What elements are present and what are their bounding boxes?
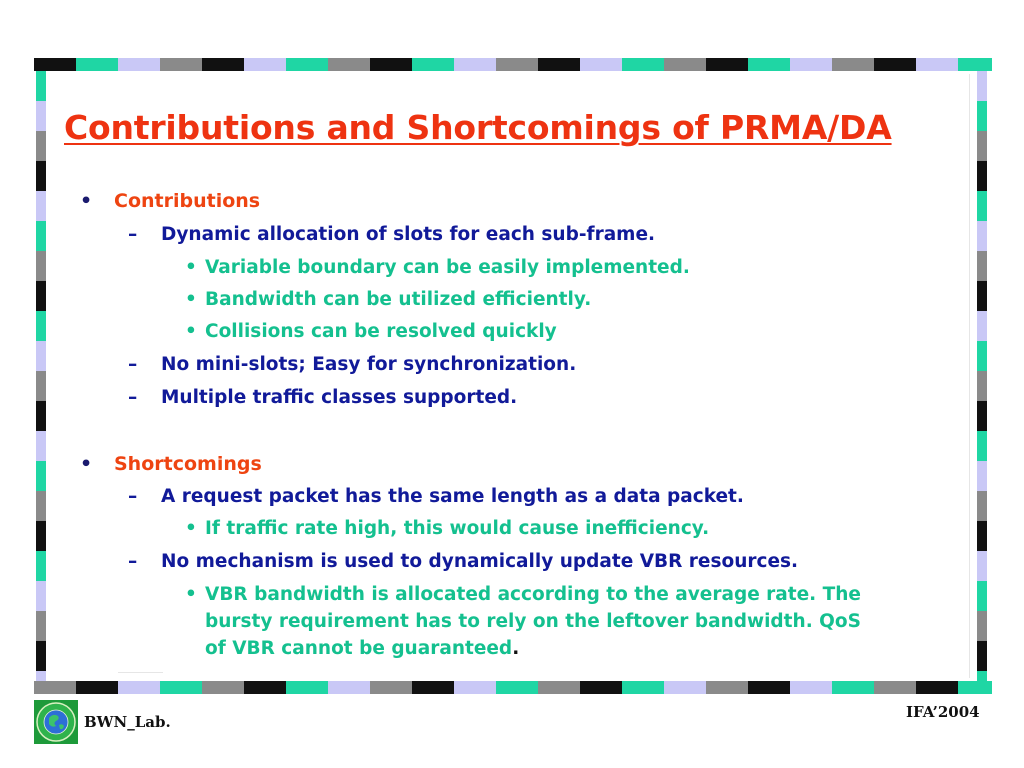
border-segment [706, 681, 748, 694]
footer-lab-name: BWN_Lab. [84, 713, 171, 731]
list-item-text: Bandwidth can be utilized efficiently. [205, 289, 592, 310]
border-segment [36, 431, 46, 461]
border-segment [36, 521, 46, 551]
border-segment [34, 681, 76, 694]
border-segment [580, 681, 622, 694]
bullet-icon: • [80, 190, 93, 212]
border-segment [36, 671, 46, 681]
dash-icon: – [128, 387, 138, 408]
border-segment [977, 371, 987, 401]
border-segment [34, 58, 76, 71]
bullet-icon: • [185, 257, 197, 278]
period-mark: . [512, 638, 520, 659]
bullet-icon: • [185, 321, 197, 342]
border-segment [622, 58, 664, 71]
border-segment [36, 611, 46, 641]
border-segment [36, 131, 46, 161]
border-segment [412, 681, 454, 694]
bullet-icon: • [185, 518, 197, 539]
border-segment [36, 311, 46, 341]
border-segment [580, 58, 622, 71]
border-segment [977, 341, 987, 371]
list-item [128, 551, 798, 572]
list-item [128, 354, 576, 375]
border-segment [36, 161, 46, 191]
border-segment [874, 58, 916, 71]
border-segment [36, 491, 46, 521]
list-item [185, 584, 861, 605]
border-segment [977, 161, 987, 191]
border-segment [916, 58, 958, 71]
list-item-text: Collisions can be resolved quickly [205, 321, 557, 342]
border-segment [160, 681, 202, 694]
border-segment [832, 681, 874, 694]
border-segment [36, 341, 46, 371]
shortcomings-heading-text: Shortcomings [114, 453, 262, 475]
border-segment [977, 641, 987, 671]
border-segment [748, 681, 790, 694]
slide-title: Contributions and Shortcomings of PRMA/DA [64, 108, 892, 147]
border-segment [36, 641, 46, 671]
border-segment [36, 461, 46, 491]
border-segment [790, 681, 832, 694]
border-segment [496, 681, 538, 694]
border-segment [36, 71, 46, 101]
footer-event: IFA’2004 [906, 703, 980, 721]
border-segment [328, 681, 370, 694]
border-segment [36, 281, 46, 311]
list-item [185, 289, 591, 310]
bullet-icon: • [185, 584, 197, 605]
border-segment [202, 58, 244, 71]
list-item-continuation: bursty requirement has to rely on the leftover bandwidth. QoS [205, 611, 861, 632]
border-segment [977, 251, 987, 281]
border-segment [36, 401, 46, 431]
border-segment [874, 681, 916, 694]
list-item-text: No mechanism is used to dynamically update VBR resources. [161, 551, 799, 572]
contributions-heading [80, 190, 260, 212]
border-segment [36, 251, 46, 281]
border-segment [977, 491, 987, 521]
list-item-text: Dynamic allocation of slots for each sub-frame. [161, 224, 656, 245]
border-segment [790, 58, 832, 71]
border-segment [412, 58, 454, 71]
border-segment [977, 131, 987, 161]
border-segment [977, 611, 987, 641]
border-segment [622, 681, 664, 694]
border-segment [832, 58, 874, 71]
top-border-strip [34, 58, 992, 71]
border-segment [538, 681, 580, 694]
border-segment [977, 671, 987, 681]
contributions-heading-text: Contributions [114, 190, 261, 212]
border-segment [36, 371, 46, 401]
border-segment [977, 551, 987, 581]
border-segment [538, 58, 580, 71]
dash-icon: – [128, 224, 138, 245]
border-segment [202, 681, 244, 694]
border-segment [244, 58, 286, 71]
border-segment [370, 681, 412, 694]
dash-icon: – [128, 486, 138, 507]
inner-right-line [969, 74, 970, 678]
list-item [185, 257, 690, 278]
border-segment [244, 681, 286, 694]
border-segment [118, 681, 160, 694]
border-segment [748, 58, 790, 71]
border-segment [706, 58, 748, 71]
bottom-border-strip [34, 681, 992, 694]
list-item [128, 224, 655, 245]
border-segment [977, 521, 987, 551]
border-segment [160, 58, 202, 71]
left-border-strip [36, 71, 46, 681]
border-segment [76, 58, 118, 71]
border-segment [977, 101, 987, 131]
border-segment [370, 58, 412, 71]
list-item-text: Variable boundary can be easily implemented. [205, 257, 690, 278]
list-item [185, 321, 557, 342]
list-item [128, 387, 517, 408]
border-segment [286, 681, 328, 694]
list-item-text: A request packet has the same length as a data packet. [161, 486, 744, 507]
border-segment [118, 58, 160, 71]
bullet-icon: • [80, 453, 93, 475]
list-item-text: Multiple traffic classes supported. [161, 387, 518, 408]
list-item-continuation [205, 638, 519, 659]
border-segment [36, 581, 46, 611]
shortcomings-heading [80, 453, 262, 475]
border-segment [958, 58, 992, 71]
border-segment [454, 681, 496, 694]
list-item [128, 486, 744, 507]
border-segment [977, 401, 987, 431]
border-segment [496, 58, 538, 71]
border-segment [977, 431, 987, 461]
globe-seal-icon [34, 700, 78, 744]
border-segment [36, 101, 46, 131]
border-segment [454, 58, 496, 71]
bullet-icon: • [185, 289, 197, 310]
dash-icon: – [128, 551, 138, 572]
border-segment [977, 311, 987, 341]
list-item-text: No mini-slots; Easy for synchronization. [161, 354, 577, 375]
border-segment [977, 281, 987, 311]
list-item-text: of VBR cannot be guaranteed [205, 638, 513, 659]
border-segment [977, 191, 987, 221]
border-segment [328, 58, 370, 71]
border-segment [664, 58, 706, 71]
border-segment [36, 221, 46, 251]
border-segment [977, 461, 987, 491]
border-segment [916, 681, 958, 694]
inner-bottom-line [118, 672, 163, 673]
right-border-strip [977, 71, 987, 681]
list-item-text: If traffic rate high, this would cause inefficiency. [205, 518, 710, 539]
dash-icon: – [128, 354, 138, 375]
border-segment [977, 221, 987, 251]
border-segment [286, 58, 328, 71]
border-segment [977, 581, 987, 611]
border-segment [76, 681, 118, 694]
border-segment [36, 191, 46, 221]
border-segment [977, 71, 987, 101]
list-item [185, 518, 709, 539]
list-item-text: VBR bandwidth is allocated according to the average rate. The [205, 584, 861, 605]
border-segment [958, 681, 992, 694]
border-segment [664, 681, 706, 694]
border-segment [36, 551, 46, 581]
